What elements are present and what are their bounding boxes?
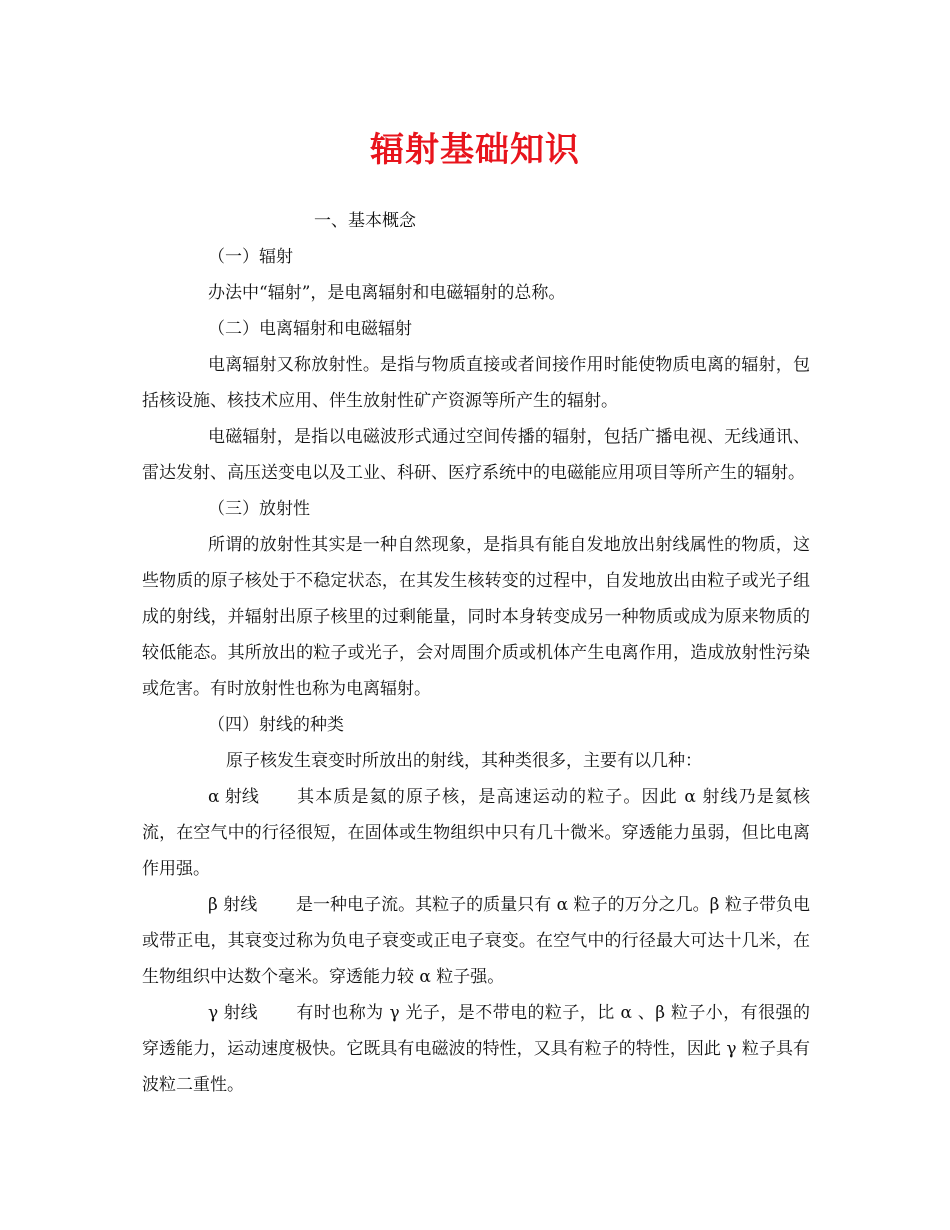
section-heading-basic-concepts: 一、基本概念	[314, 211, 416, 231]
alpha-ray-label: α 射线	[208, 787, 259, 807]
document-title: 辐射基础知识	[370, 130, 580, 170]
paragraph-ray-types-intro: 原子核发生衰变时所放出的射线，其种类很多，主要有以几种：	[226, 751, 702, 771]
gamma-ray-label: γ 射线	[208, 1003, 258, 1023]
paragraph-radiation-definition: 办法中“辐射”，是电离辐射和电磁辐射的总称。	[208, 283, 566, 303]
subheading-ray-types: （四）射线的种类	[208, 715, 344, 735]
paragraph-electromagnetic-radiation: 电磁辐射，是指以电磁波形式通过空间传播的辐射，包括广播电视、无线通讯、雷达发射、高压送变电以及工业、科研、医疗系统中的电磁能应用项目等所产生的辐射。	[142, 427, 810, 483]
paragraph-ionizing-radiation: 电离辐射又称放射性。是指与物质直接或者间接作用时能使物质电离的辐射，包括核设施、核技术应用、伴生放射性矿产资源等所产生的辐射。	[142, 355, 810, 411]
document-body	[142, 203, 810, 1103]
alpha-ray-text: 其本质是氦的原子核，是高速运动的粒子。因此 α 射线乃是氦核流，在空气中的行径很短，在固体或生物组织中只有几十微米。穿透能力虽弱，但比电离作用强。	[142, 787, 810, 879]
paragraph-radioactivity: 所谓的放射性其实是一种自然现象，是指具有能自发地放出射线属性的物质，这些物质的原子核处于不稳定状态，在其发生核转变的过程中，自发地放出由粒子或光子组成的射线，并辐射出原子核里的过剩能量，同时本身转变成另一种物质或成为原来物质的较低能态。其所放出的粒子或光子，会对周围介质或机体产生电离作用，造成放射性污染或危害。有时放射性也称为电离辐射。	[142, 535, 810, 699]
paragraph-gamma-ray	[142, 995, 810, 1103]
subheading-radiation: （一）辐射	[208, 247, 293, 267]
beta-ray-label: β 射线	[208, 895, 258, 915]
gamma-ray-text: 有时也称为 γ 光子，是不带电的粒子，比 α 、β 粒子小，有很强的穿透能力，运动速度极快。它既具有电磁波的特性，又具有粒子的特性，因此 γ 粒子具有波粒二重性。	[142, 1003, 810, 1095]
subheading-ionizing-electromagnetic: （二）电离辐射和电磁辐射	[208, 319, 412, 339]
paragraph-alpha-ray	[142, 779, 810, 887]
beta-ray-text: 是一种电子流。其粒子的质量只有 α 粒子的万分之几。β 粒子带负电或带正电，其衰变过称为负电子衰变或正电子衰变。在空气中的行径最大可达十几米，在生物组织中达数个毫米。穿透能力较 α 粒子强。	[142, 895, 810, 987]
subheading-radioactivity: （三）放射性	[208, 499, 310, 519]
paragraph-beta-ray	[142, 887, 810, 995]
